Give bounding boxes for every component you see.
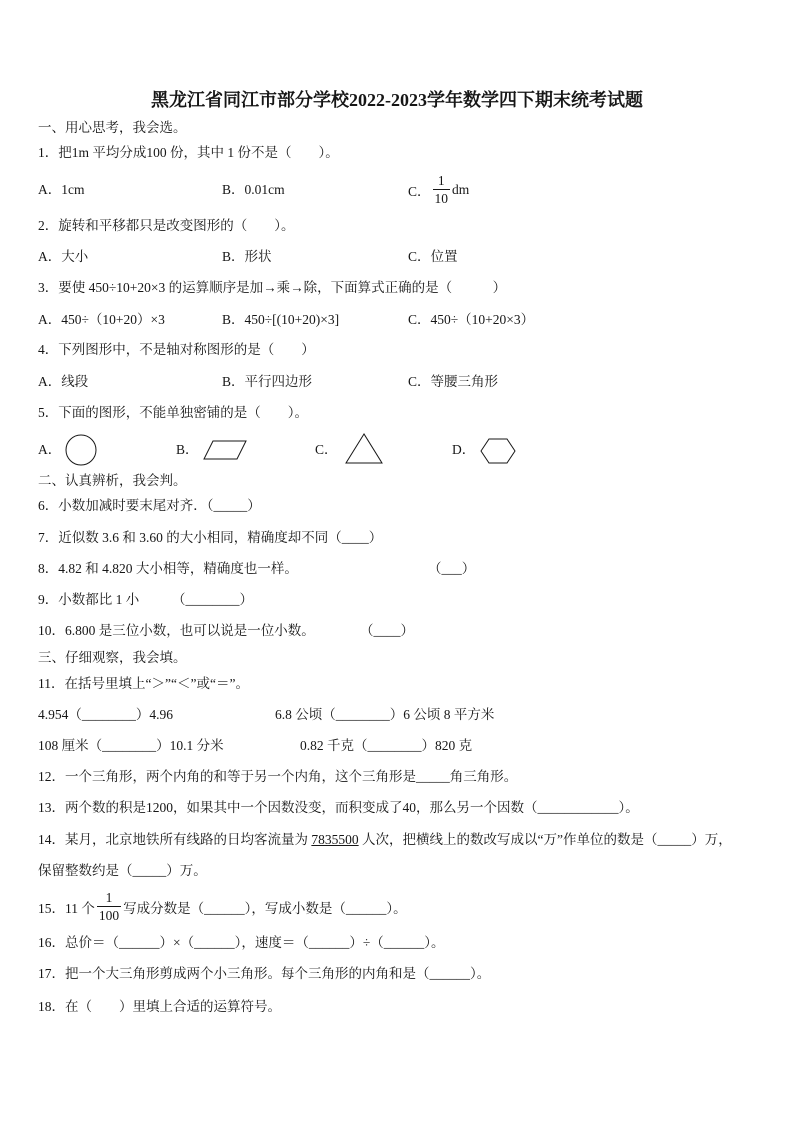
question-10-answer-blank: （____） [360,623,414,638]
question-4-option-a: A．线段 [38,374,89,389]
fraction-denominator: 10 [434,191,449,206]
question-2-option-b: B．形状 [222,249,272,264]
question-14-underlined-number: 7835500 [311,832,359,847]
question-12-stem: 12．一个三角形，两个内角的和等于另一个内角，这个三角形是_____角三角形。 [38,769,518,784]
question-7-stem: 7．近似数 3.6 和 3.60 的大小相同，精确度却不同（____） [38,530,383,545]
hexagon-figure-icon [479,437,517,465]
question-8-answer-blank: （___） [428,561,476,576]
question-9-answer-blank: （________） [172,592,253,607]
question-3-option-c: C．450÷（10+20×3） [408,312,535,327]
question-14-prefix: 14．某月，北京地铁所有线路的日均客流量为 [38,832,312,847]
section-1-heading: 一、用心思考，我会选。 [38,120,187,135]
question-5-stem: 5．下面的图形，不能单独密铺的是（ ）。 [38,405,308,420]
question-15-line [38,891,407,923]
question-5-option-b-label: B． [176,442,199,457]
question-14-suffix: 人次，把横线上的数改写成以“万”作单位的数是（_____）万， [358,832,732,847]
question-5-option-c-label: C． [315,442,338,457]
question-3-option-a: A．450÷（10+20）×3 [38,312,165,327]
question-11-item-2: 6.8 公顷（________）6 公顷 8 平方米 [275,707,495,722]
fraction-numerator: 1 [97,891,121,907]
question-4-option-c: C．等腰三角形 [408,374,499,389]
question-13-stem: 13．两个数的积是1200，如果其中一个因数没变，而积变成了40，那么另一个因数（____________）。 [38,800,639,815]
question-11-item-1: 4.954（________）4.96 [38,707,173,722]
parallelogram-figure-icon [202,439,248,461]
question-3-option-b: B．450÷[(10+20)×3] [222,312,340,327]
question-2-stem: 2．旋转和平移都只是改变图形的（ ）。 [38,218,295,233]
question-8-stem: 8．4.82 和 4.820 大小相等，精确度也一样。 [38,561,298,576]
question-2-option-c: C．位置 [408,249,458,264]
section-2-heading: 二、认真辨析，我会判。 [38,473,187,488]
triangle-figure-icon [344,432,384,465]
question-11-item-3: 108 厘米（________）10.1 分米 [38,738,224,753]
question-14-line-2: 保留整数约是（_____）万。 [38,863,207,878]
fraction-denominator: 100 [98,908,120,923]
question-1-option-c-fraction [433,174,451,206]
question-17-stem: 17．把一个大三角形剪成两个小三角形。每个三角形的内角和是（______）。 [38,966,491,981]
question-1-option-a: A．1cm [38,182,85,197]
question-15-fraction [97,891,121,923]
question-4-stem: 4．下列图形中，不是轴对称图形的是（ ） [38,342,315,357]
question-1-stem: 1．把1m 平均分成100 份，其中 1 份不是（ ）。 [38,145,339,160]
question-1-option-b: B．0.01cm [222,182,285,197]
question-5-option-d-label: D． [452,442,476,457]
question-11-item-4: 0.82 千克（________）820 克 [300,738,473,753]
question-11-stem: 11．在括号里填上“＞”“＜”或“＝”。 [38,676,249,691]
fraction-numerator: 1 [433,174,451,190]
question-15-prefix: 15．11 个 [38,901,95,916]
question-1-option-c [408,175,469,205]
question-5-option-a-label: A． [38,442,62,457]
question-9-stem: 9．小数都比 1 小 [38,592,140,607]
question-10-stem: 10．6.800 是三位小数，也可以说是一位小数。 [38,623,315,638]
question-6-stem: 6．小数加减时要末尾对齐．（_____） [38,498,261,513]
section-3-heading: 三、仔细观察，我会填。 [38,650,187,665]
question-1-option-c-unit: dm [452,182,470,197]
question-16-stem: 16．总价＝（______）×（______），速度＝（______）÷（______）。 [38,935,445,950]
question-4-option-b: B．平行四边形 [222,374,313,389]
question-14-line-1 [38,831,732,849]
question-2-option-a: A．大小 [38,249,89,264]
question-1-option-c-label: C． [408,184,431,199]
circle-figure-icon [65,434,97,466]
question-18-stem: 18．在（ ）里填上合适的运算符号。 [38,999,281,1014]
question-3-stem: 3．要使 450÷10+20×3 的运算顺序是加→乘→除，下面算式正确的是（ ） [38,280,507,295]
exam-title: 黑龙江省同江市部分学校2022-2023学年数学四下期末统考试题 [151,90,643,110]
question-15-suffix: 写成分数是（______），写成小数是（______）。 [123,901,407,916]
